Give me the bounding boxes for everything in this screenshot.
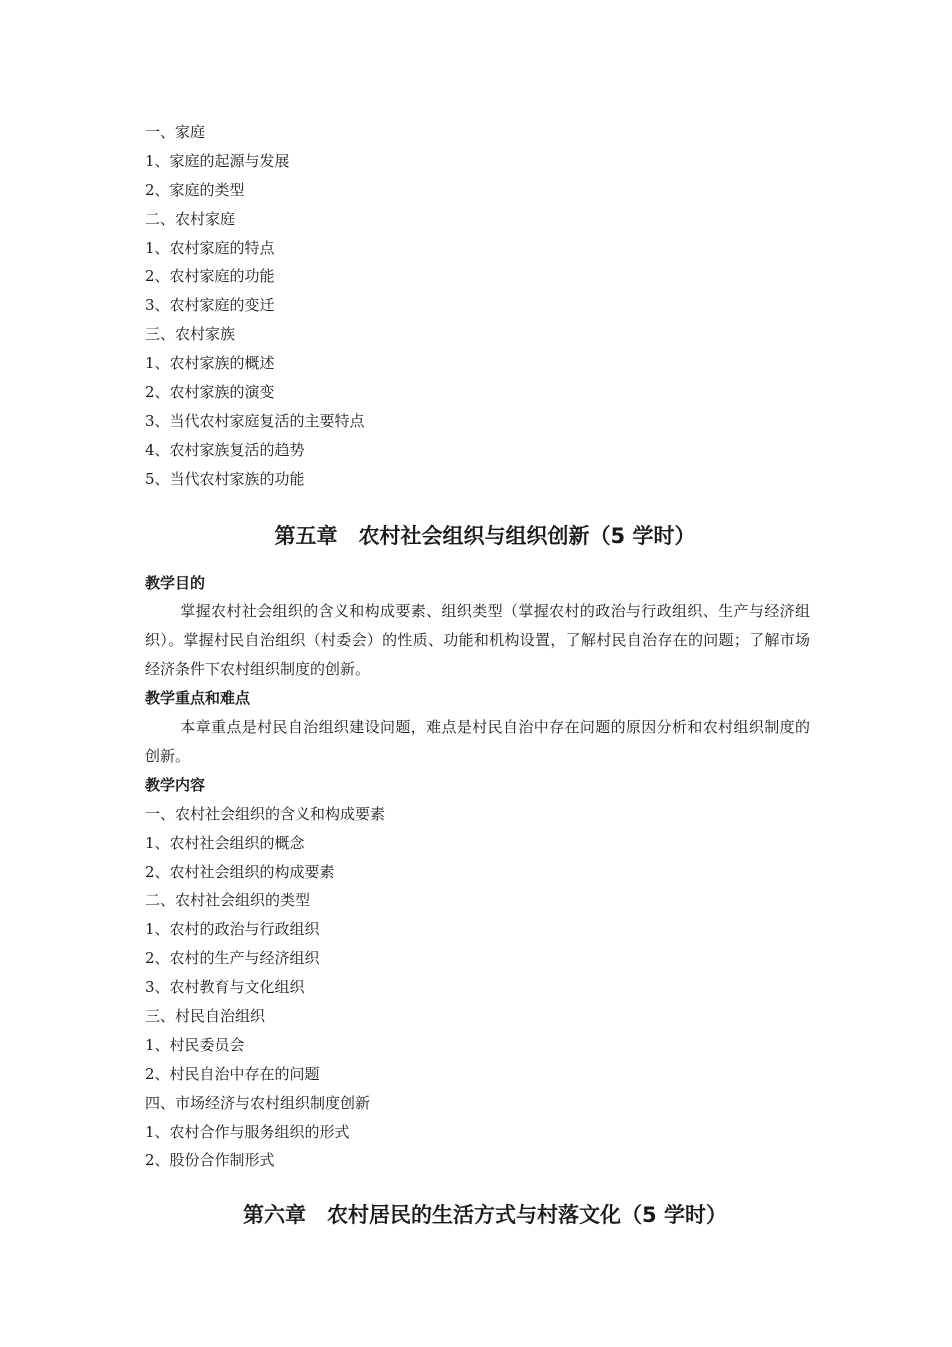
outline-item: 2、村民自治中存在的问题 — [145, 1064, 320, 1083]
chapter-6-title: 第六章 农村居民的生活方式与村落文化（5 学时） — [243, 1203, 727, 1228]
outline-item: 二、农村家庭 — [145, 209, 236, 228]
outline-item: 四、市场经济与农村组织制度创新 — [145, 1093, 371, 1112]
outline-list-top — [145, 118, 825, 494]
outline-item: 2、农村社会组织的构成要素 — [145, 862, 335, 881]
keypoints-heading: 教学重点和难点 — [145, 689, 251, 708]
outline-item: 2、股份合作制形式 — [145, 1151, 275, 1170]
outline-list-chapter-5 — [145, 800, 825, 1176]
outline-item: 2、农村的生产与经济组织 — [145, 949, 320, 968]
outline-item: 3、当代农村家庭复活的主要特点 — [145, 411, 365, 430]
outline-item: 三、村民自治组织 — [145, 1007, 266, 1026]
outline-item: 1、农村家庭的特点 — [145, 238, 275, 257]
objective-paragraph: 掌握农村社会组织的含义和构成要素、组织类型（掌握农村的政治与行政组织、生产与经济组织）。掌握村民自治组织（村委会）的性质、功能和机构设置，了解村民自治存在的问题；了解市场经济条件下农村组织制度的创新。 — [145, 602, 810, 679]
chapter-5-title: 第五章 农村社会组织与组织创新（5 学时） — [274, 523, 696, 548]
outline-item: 2、农村家族的演变 — [145, 383, 275, 402]
outline-item: 1、农村家族的概述 — [145, 354, 275, 373]
outline-item: 1、农村合作与服务组织的形式 — [145, 1122, 350, 1141]
outline-item: 1、村民委员会 — [145, 1035, 245, 1054]
outline-item: 三、农村家族 — [145, 325, 236, 344]
outline-item: 1、农村的政治与行政组织 — [145, 920, 320, 939]
outline-item: 3、农村家庭的变迁 — [145, 296, 275, 315]
outline-item: 2、农村家庭的功能 — [145, 267, 275, 286]
objective-heading: 教学目的 — [145, 573, 206, 592]
outline-item: 4、农村家族复活的趋势 — [145, 440, 305, 459]
outline-item: 2、家庭的类型 — [145, 180, 245, 199]
outline-item: 5、当代农村家族的功能 — [145, 469, 305, 488]
outline-item: 一、农村社会组织的含义和构成要素 — [145, 804, 386, 823]
outline-item: 1、农村社会组织的概念 — [145, 833, 305, 852]
outline-item: 1、家庭的起源与发展 — [145, 151, 290, 170]
outline-item: 3、农村教育与文化组织 — [145, 978, 305, 997]
keypoints-paragraph: 本章重点是村民自治组织建设问题，难点是村民自治中存在问题的原因分析和农村组织制度的创新。 — [145, 718, 810, 765]
outline-item: 二、农村社会组织的类型 — [145, 891, 311, 910]
outline-item: 一、家庭 — [145, 123, 206, 141]
content-heading: 教学内容 — [145, 775, 206, 794]
document-page — [145, 118, 825, 1235]
